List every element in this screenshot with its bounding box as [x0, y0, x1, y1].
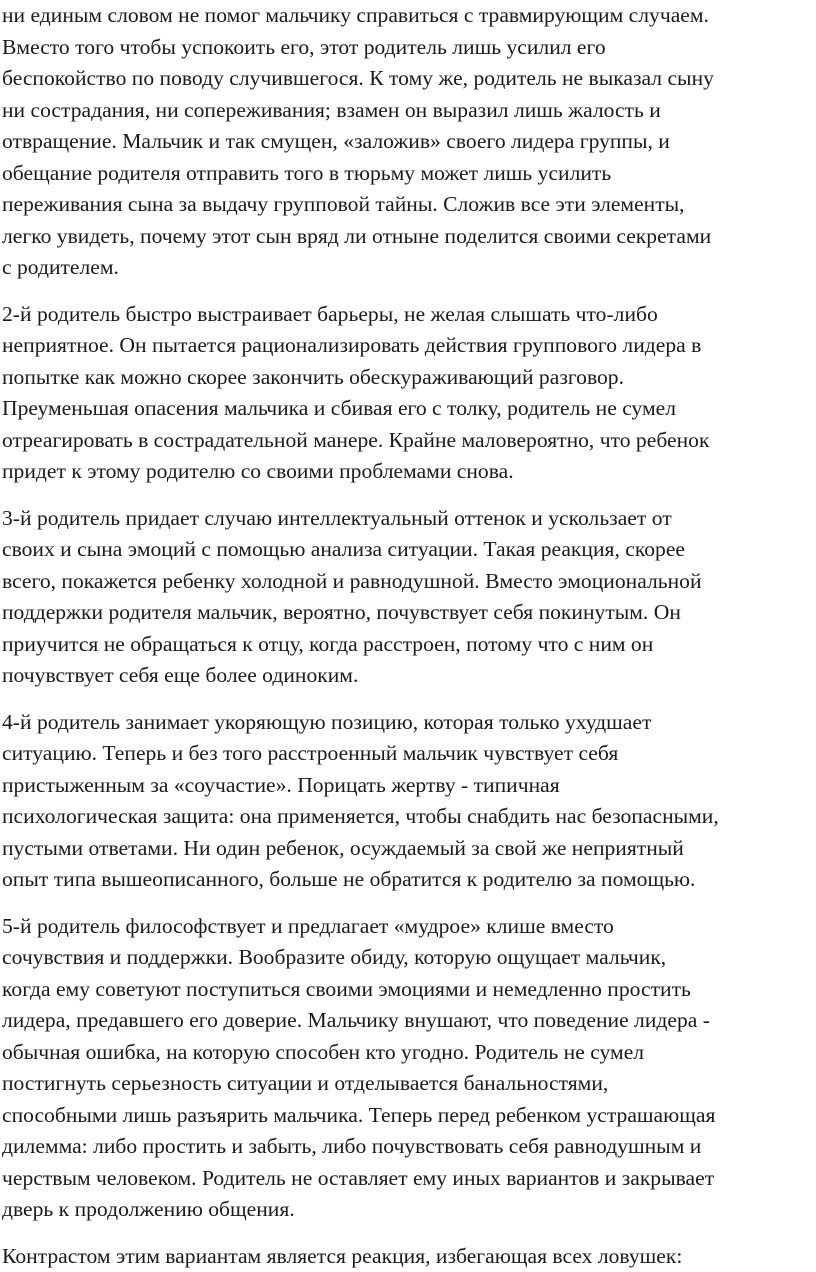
text-line: поддержки родителя мальчик, вероятно, почувствует себя покинутым. Он	[2, 597, 812, 629]
text-line: с родителем.	[2, 252, 812, 284]
text-line: 4-й родитель занимает укоряющую позицию, которая только ухудшает	[2, 707, 812, 739]
text-line: сочувствия и поддержки. Вообразите обиду, которую ощущает мальчик,	[2, 942, 812, 974]
text-line: попытке как можно скорее закончить обескураживающий разговор.	[2, 362, 812, 394]
text-line: 2-й родитель быстро выстраивает барьеры, не желая слышать что-либо	[2, 299, 812, 331]
text-line: Контрастом этим вариантам является реакция, избегающая всех ловушек:	[2, 1241, 812, 1272]
text-line: почувствует себя еще более одиноким.	[2, 660, 812, 692]
text-line: дверь к продолжению общения.	[2, 1194, 812, 1226]
text-line: когда ему советуют поступиться своими эмоциями и немедленно простить	[2, 974, 812, 1006]
paragraph-4	[2, 707, 812, 896]
text-line: отреагировать в сострадательной манере. Крайне маловероятно, что ребенок	[2, 425, 812, 457]
paragraph-5	[2, 911, 812, 1226]
text-line: 5-й родитель философствует и предлагает «мудрое» клише вместо	[2, 911, 812, 943]
paragraph-1	[2, 0, 812, 284]
text-line: Вместо того чтобы успокоить его, этот родитель лишь усилил его	[2, 32, 812, 64]
text-line: Преуменьшая опасения мальчика и сбивая его с толку, родитель не сумел	[2, 393, 812, 425]
text-line: опыт типа вышеописанного, больше не обратится к родителю за помощью.	[2, 864, 812, 896]
paragraph-6	[2, 1241, 812, 1272]
text-line: лидера, предавшего его доверие. Мальчику внушают, что поведение лидера -	[2, 1005, 812, 1037]
text-line: неприятное. Он пытается рационализировать действия группового лидера в	[2, 330, 812, 362]
text-line: 3-й родитель придает случаю интеллектуальный оттенок и ускользает от	[2, 503, 812, 535]
text-line: беспокойство по поводу случившегося. К тому же, родитель не выказал сыну	[2, 63, 812, 95]
text-line: легко увидеть, почему этот сын вряд ли отныне поделится своими секретами	[2, 221, 812, 253]
text-line: обычная ошибка, на которую способен кто угодно. Родитель не сумел	[2, 1037, 812, 1069]
text-line: ни сострадания, ни сопереживания; взамен он выразил лишь жалость и	[2, 95, 812, 127]
text-line: ни единым словом не помог мальчику справиться с травмирующим случаем.	[2, 0, 812, 32]
text-line: психологическая защита: она применяется, чтобы снабдить нас безопасными,	[2, 801, 812, 833]
text-line: пустыми ответами. Ни один ребенок, осуждаемый за свой же неприятный	[2, 833, 812, 865]
text-line: дилемма: либо простить и забыть, либо почувствовать себя равнодушным и	[2, 1131, 812, 1163]
text-line: своих и сына эмоций с помощью анализа ситуации. Такая реакция, скорее	[2, 534, 812, 566]
text-line: пристыженным за «соучастие». Порицать жертву - типичная	[2, 770, 812, 802]
text-line: обещание родителя отправить того в тюрьму может лишь усилить	[2, 158, 812, 190]
text-line: черствым человеком. Родитель не оставляет ему иных вариантов и закрывает	[2, 1163, 812, 1195]
text-line: способными лишь разъярить мальчика. Теперь перед ребенком устрашающая	[2, 1100, 812, 1132]
text-line: постигнуть серьезность ситуации и отделывается банальностями,	[2, 1068, 812, 1100]
text-line: переживания сына за выдачу групповой тайны. Сложив все эти элементы,	[2, 189, 812, 221]
text-line: придет к этому родителю со своими проблемами снова.	[2, 456, 812, 488]
text-line: отвращение. Мальчик и так смущен, «заложив» своего лидера группы, и	[2, 126, 812, 158]
text-line: ситуацию. Теперь и без того расстроенный мальчик чувствует себя	[2, 738, 812, 770]
paragraph-3	[2, 503, 812, 692]
text-line: всего, покажется ребенку холодной и равнодушной. Вместо эмоциональной	[2, 566, 812, 598]
text-line: приучится не обращаться к отцу, когда расстроен, потому что с ним он	[2, 629, 812, 661]
paragraph-2	[2, 299, 812, 488]
